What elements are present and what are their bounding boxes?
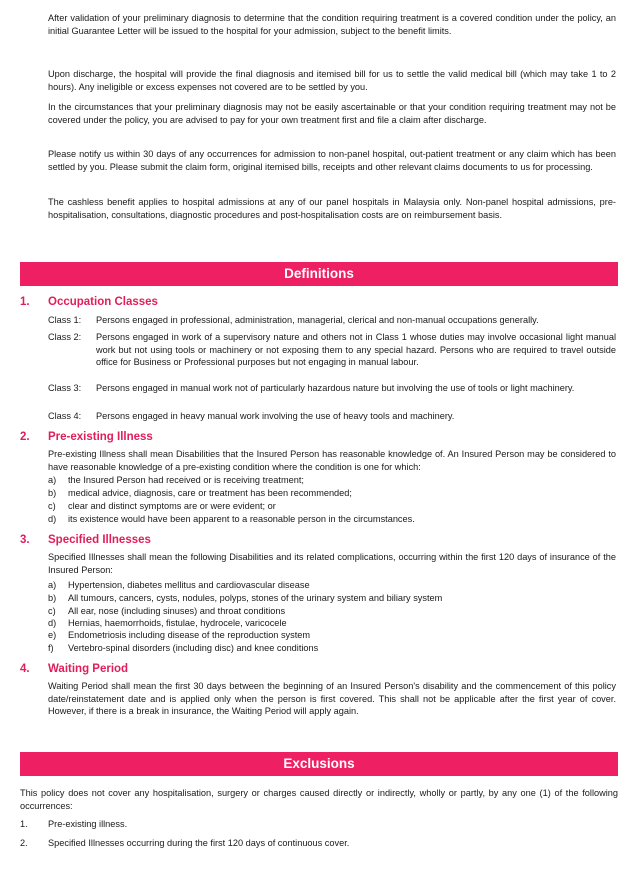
exclusion-number: 2. xyxy=(20,838,28,848)
class-label: Class 1: xyxy=(48,315,82,325)
list-letter: c) xyxy=(48,606,56,616)
section-3-title: Specified Illnesses xyxy=(48,534,151,546)
list-item xyxy=(48,605,616,618)
class-label: Class 3: xyxy=(48,383,82,393)
section-4-number: 4. xyxy=(20,663,30,675)
class-row-1 xyxy=(48,314,616,327)
class-row-2 xyxy=(48,331,616,369)
exclusions-intro: This policy does not cover any hospitalisation, surgery or charges caused directly or indirectly, wholly or partly, by any one (1) of the following occurrences: xyxy=(20,788,618,811)
list-text: All tumours, cancers, cysts, nodules, polyps, stones of the urinary system and biliary system xyxy=(68,593,443,603)
class-row-4 xyxy=(48,410,616,423)
intro-paragraph-self-pay: In the circumstances that your preliminary diagnosis may not be easily ascertainable or that your condition requiring treatment may not be covered under the policy, you are advised to pay for your own treatment first and file a claim after discharge. xyxy=(48,102,616,125)
class-description: Persons engaged in work of a supervisory nature and others not in Class 1 whose duties may involve occasional light manual work but not using tools or machinery or not exposing them to any special hazard. Persons who are required to travel outside office for Business or Professional purposes but not engaging in manual labour. xyxy=(96,332,616,368)
section-4-body: Waiting Period shall mean the first 30 days between the beginning of an Insured Person's disability and the commencement of this policy date/reinstatement date and is applied only when the person is first covered. This shall not be applicable after the first year of cover. However, if there is a break in insurance, the Waiting Period will apply again. xyxy=(48,681,616,717)
definitions-banner: Definitions xyxy=(20,262,618,286)
exclusion-text: Pre-existing illness. xyxy=(48,819,128,829)
intro-paragraph-notify: Please notify us within 30 days of any occurrences for admission to non-panel hospital, out-patient treatment or any claim which has been settled by you. Please submit the claim form, original itemised bills, receipts and other relevant claims documents to us for processing. xyxy=(48,149,616,172)
list-text: the Insured Person had received or is receiving treatment; xyxy=(68,475,304,485)
list-letter: d) xyxy=(48,514,57,524)
class-row-3 xyxy=(48,382,616,395)
list-letter: e) xyxy=(48,630,57,640)
intro-paragraph-guarantee-letter: After validation of your preliminary diagnosis to determine that the condition requiring treatment is a covered condition under the policy, an initial Guarantee Letter will be issued to the hospital for your admission, subject to the benefit limits. xyxy=(48,13,616,36)
class-label: Class 4: xyxy=(48,411,82,421)
section-1-number: 1. xyxy=(20,296,30,308)
class-description: Persons engaged in heavy manual work involving the use of heavy tools and machinery. xyxy=(96,411,455,421)
list-text: Hypertension, diabetes mellitus and cardiovascular disease xyxy=(68,580,310,590)
list-text: Hernias, haemorrhoids, fistulae, hydrocele, varicocele xyxy=(68,618,287,628)
list-item xyxy=(48,579,616,592)
section-2-number: 2. xyxy=(20,431,30,443)
list-text: medical advice, diagnosis, care or treatment has been recommended; xyxy=(68,488,352,498)
section-2-body: Pre-existing Illness shall mean Disabilities that the Insured Person has reasonable knowledge of. An Insured Person may be considered to have reasonable knowledge of a pre-existing condition where the condition is one for which: xyxy=(48,449,616,472)
list-text: clear and distinct symptoms are or were evident; or xyxy=(68,501,276,511)
list-text: Vertebro-spinal disorders (including disc) and knee conditions xyxy=(68,643,319,653)
list-letter: b) xyxy=(48,488,57,498)
intro-paragraph-cashless: The cashless benefit applies to hospital admissions at any of our panel hospitals in Malaysia only. Non-panel hospital admissions, pre-hospitalisation, consultations, diagnostic procedures and post-hospitalisation costs are on reimbursement basis. xyxy=(48,197,616,220)
list-item xyxy=(48,592,616,605)
list-text: Endometriosis including disease of the reproduction system xyxy=(68,630,311,640)
list-letter: a) xyxy=(48,475,57,485)
section-1-title: Occupation Classes xyxy=(48,296,158,308)
section-4-title: Waiting Period xyxy=(48,663,129,675)
list-item xyxy=(48,513,616,526)
section-2-title: Pre-existing Illness xyxy=(48,431,153,443)
list-letter: c) xyxy=(48,501,56,511)
list-item xyxy=(48,642,616,655)
section-3-body: Specified Illnesses shall mean the following Disabilities and its related complications, occurring within the first 120 days of insurance of the Insured Person: xyxy=(48,552,616,575)
list-text: All ear, nose (including sinuses) and throat conditions xyxy=(68,606,286,616)
list-letter: d) xyxy=(48,618,57,628)
exclusion-text: Specified Illnesses occurring during the first 120 days of continuous cover. xyxy=(48,838,350,848)
intro-paragraph-discharge: Upon discharge, the hospital will provide the final diagnosis and itemised bill for us to settle the valid medical bill (which may take 1 to 2 hours). Any ineligible or excess expenses not covered are to be settled by you. xyxy=(48,69,616,92)
list-letter: a) xyxy=(48,580,57,590)
list-item xyxy=(48,474,616,487)
list-letter: b) xyxy=(48,593,57,603)
class-description: Persons engaged in manual work not of particularly hazardous nature but involving the use of tools or light machinery. xyxy=(96,383,575,393)
section-3-number: 3. xyxy=(20,534,30,546)
list-text: its existence would have been apparent to a reasonable person in the circumstances. xyxy=(68,514,415,524)
exclusion-item xyxy=(20,818,618,831)
list-item xyxy=(48,487,616,500)
exclusion-item xyxy=(20,837,618,850)
exclusion-number: 1. xyxy=(20,819,28,829)
list-item xyxy=(48,617,616,630)
class-description: Persons engaged in professional, administration, managerial, clerical and non-manual occupations generally. xyxy=(96,315,539,325)
exclusions-banner: Exclusions xyxy=(20,752,618,776)
list-item xyxy=(48,500,616,513)
list-letter: f) xyxy=(48,643,54,653)
list-item xyxy=(48,629,616,642)
class-label: Class 2: xyxy=(48,332,82,342)
